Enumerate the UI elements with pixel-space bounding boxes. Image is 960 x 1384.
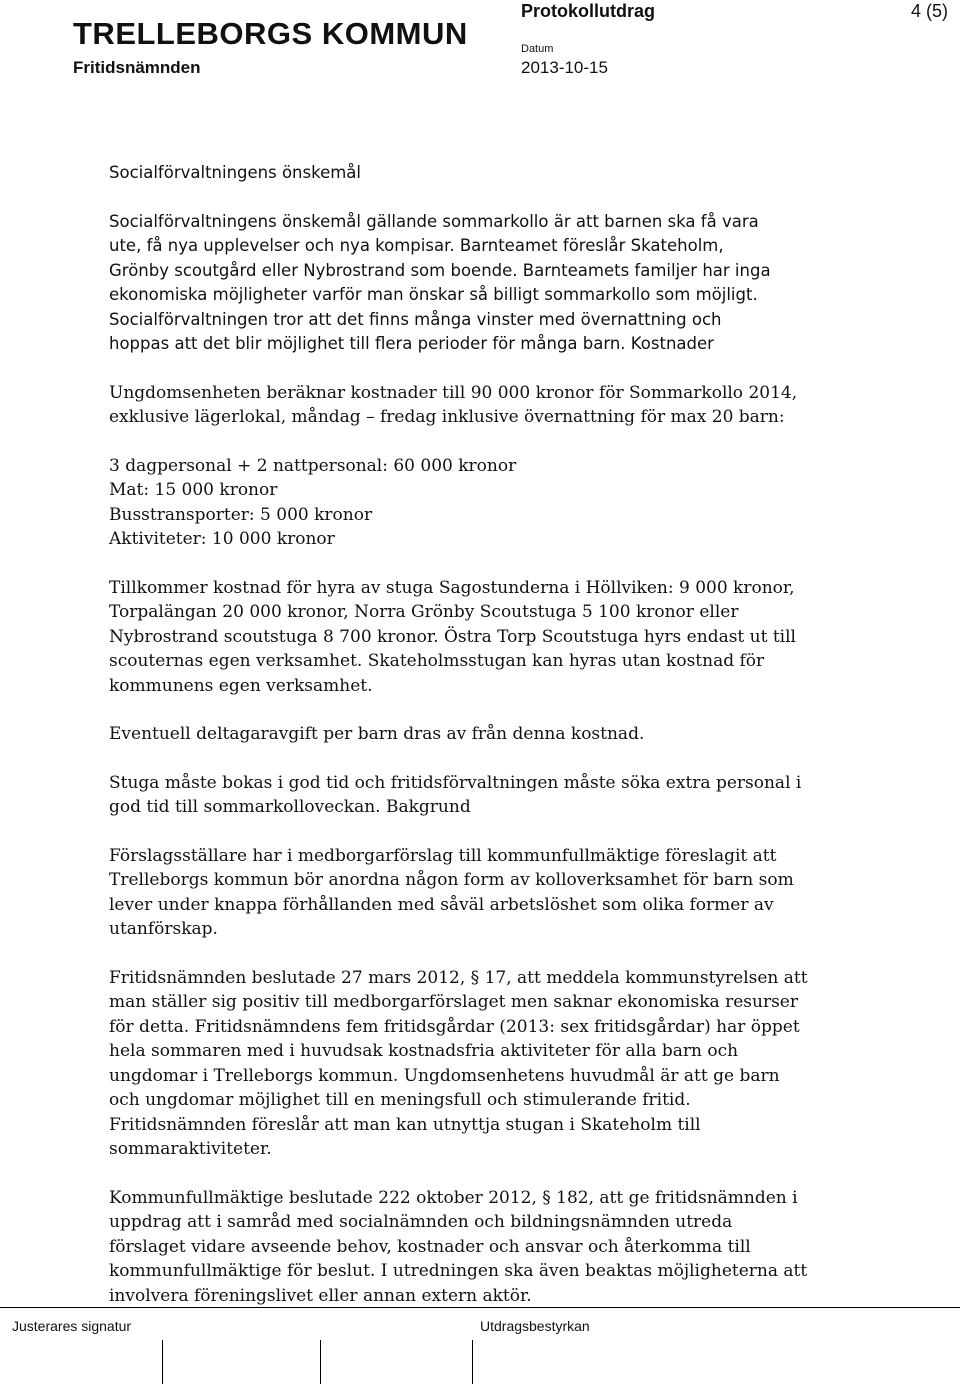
text-line: Fritidsnämnden beslutade 27 mars 2012, § 17, att meddela kommunstyrelsen att (109, 967, 808, 988)
paragraph-cabin-rental (109, 576, 809, 699)
department-name: Fritidsnämnden (73, 58, 201, 77)
text-line: hela sommaren med i huvudsak kostnadsfria aktiviteter för alla barn och (109, 1041, 739, 1061)
text-line: Nybrostrand scoutstuga 8 700 kronor. Östra Torp Scoutstuga hyrs endast ut till (109, 626, 796, 647)
date-value: 2013-10-15 (521, 58, 608, 77)
text-line: Socialförvaltningens önskemål gällande sommarkollo är att barnen ska få vara (109, 211, 759, 231)
signature-box-divider (162, 1340, 163, 1384)
paragraph-council-decision (109, 1186, 809, 1309)
cost-item: Busstransporter: 5 000 kronor (109, 504, 373, 525)
text-line: scouternas egen verksamhet. Skateholmsstugan kan hyras utan kostnad för (109, 651, 765, 671)
text-line: Trelleborgs kommun bör anordna någon form av kolloverksamhet för barn som (109, 870, 794, 890)
document-body (109, 161, 809, 1308)
footer-divider (0, 1307, 960, 1308)
text-line: Eventuell deltagaravgift per barn dras av från denna kostnad. (109, 724, 645, 744)
page-number: 4 (5) (910, 1, 948, 21)
signature-box-divider (472, 1340, 473, 1384)
section-heading: Socialförvaltningens önskemål (109, 163, 361, 182)
paragraph-background (109, 844, 809, 942)
cost-item: Mat: 15 000 kronor (109, 480, 278, 500)
text-line: ungdomar i Trelleborgs kommun. Ungdomsenhetens huvudmål är att ge barn (109, 1065, 780, 1086)
text-line: ute, få nya upplevelser och nya kompisar. Barnteamet föreslår Skateholm, (109, 236, 724, 255)
text-line: för detta. Fritidsnämndens fem fritidsgårdar (2013: sex fritidsgårdar) har öppet (109, 1016, 800, 1037)
text-line: kommunfullmäktige för beslut. I utredningen ska även beaktas möjligheterna att (109, 1261, 808, 1281)
text-line: Torpalängan 20 000 kronor, Norra Grönby Scoutstuga 5 100 kronor eller (109, 602, 739, 622)
signature-box-divider (320, 1340, 321, 1384)
text-line: Socialförvaltningen tror att det finns många vinster med övernattning och (109, 309, 722, 329)
text-line: Kommunfullmäktige beslutade 222 oktober 2012, § 182, att ge fritidsnämnden i (109, 1187, 798, 1208)
text-line: god tid till sommarkolloveckan. Bakgrund (109, 797, 471, 817)
text-line: sommaraktiviteter. (109, 1139, 272, 1159)
cost-item: Aktiviteter: 10 000 kronor (109, 529, 335, 549)
signature-label: Justerares signatur (12, 1318, 132, 1334)
text-line: utanförskap. (109, 919, 218, 939)
paragraph-social-services-wishes (109, 210, 809, 357)
text-line: Grönby scoutgård eller Nybrostrand som boende. Barnteamets familjer har inga (109, 260, 771, 280)
cost-item: 3 dagpersonal + 2 nattpersonal: 60 000 kronor (109, 455, 517, 476)
paragraph-participant-fee (109, 722, 809, 747)
paragraph-board-decision-2012 (109, 966, 809, 1162)
cost-list (109, 454, 809, 552)
text-line: involvera föreningslivet eller annan extern aktör. (109, 1285, 532, 1306)
text-line: Förslagsställare har i medborgarförslag till kommunfullmäktige föreslagit att (109, 845, 777, 866)
organization-name: TRELLEBORGS KOMMUN (73, 16, 468, 51)
text-line: uppdrag att i samråd med socialnämnden och bildningsnämnden utreda (109, 1212, 733, 1232)
text-line: Stuga måste bokas i god tid och fritidsförvaltningen måste söka extra personal i (109, 772, 802, 793)
paragraph-booking (109, 771, 809, 820)
text-line: ekonomiska möjligheter varför man önskar så billigt sommarkollo som möjligt. (109, 285, 758, 304)
text-line: och ungdomar möjlighet till en meningsfull och stimulerande fritid. (109, 1090, 691, 1110)
certifier-label: Utdragsbestyrkan (480, 1318, 590, 1334)
paragraph-cost-estimate (109, 381, 809, 430)
text-line: exklusive lägerlokal, måndag – fredag inklusive övernattning för max 20 barn: (109, 407, 785, 427)
text-line: förslaget vidare avseende behov, kostnader och ansvar och återkomma till (109, 1236, 751, 1257)
text-line: Ungdomsenheten beräknar kostnader till 90 000 kronor för Sommarkollo 2014, (109, 382, 798, 403)
document-type: Protokollutdrag (521, 1, 655, 21)
text-line: hoppas att det blir möjlighet till flera perioder för många barn. Kostnader (109, 334, 714, 353)
date-label: Datum (521, 43, 554, 55)
text-line: kommunens egen verksamhet. (109, 675, 373, 696)
text-line: man ställer sig positiv till medborgarförslaget men saknar ekonomiska resurser (109, 992, 798, 1012)
text-line: Tillkommer kostnad för hyra av stuga Sagostunderna i Höllviken: 9 000 kronor, (109, 577, 795, 598)
text-line: Fritidsnämnden föreslår att man kan utnyttja stugan i Skateholm till (109, 1114, 701, 1135)
text-line: lever under knappa förhållanden med såväl arbetslöshet som olika former av (109, 894, 774, 915)
